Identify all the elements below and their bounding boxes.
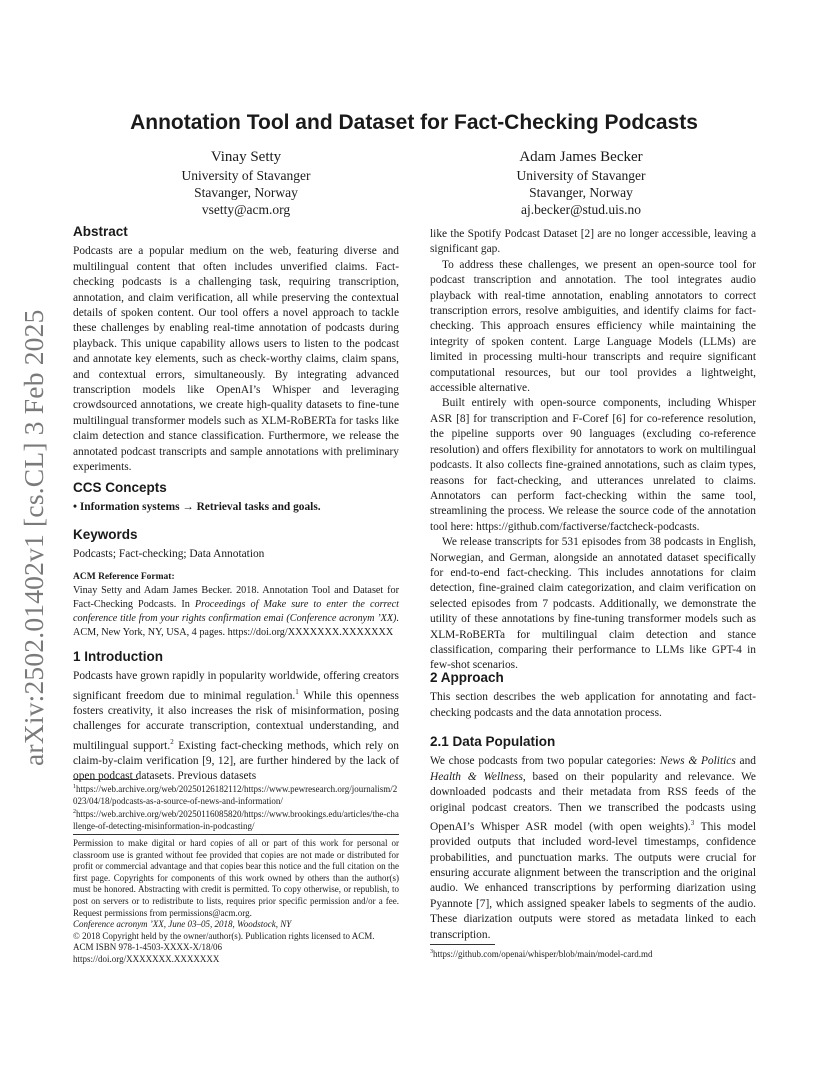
conference-line: Conference acronym ’XX, June 03–05, 2018, Woodstock, NY: [73, 919, 292, 930]
abstract-section: [73, 224, 399, 476]
doi-line[interactable]: https://doi.org/XXXXXXX.XXXXXXX: [73, 953, 220, 964]
acm-reference-label: ACM Reference Format:: [73, 572, 175, 582]
intro-paragraph-4: We release transcripts for 531 episodes from 38 podcasts in English, Norwegian, and German, alongside an annotated dataset specifically for end-to-end fact-checking. This includes annotations for claim detection, fine-grained claim categorization, and claim verification on selected episodes from 7 podcasts. Additionally, we demonstrate the utility of these annotations by fine-tuning transformer models such as XLM-RoBERTa for multilingual claim detection and stance classification, comparing their performance to LLMs like GPT-4 in few-shot scenarios.: [430, 536, 756, 672]
permission-text: Permission to make digital or hard copies of all or part of this work for personal or classroom use is granted without fee provided that copies are not made or distributed for profit or commercial advantage and that copies bear this notice and the full citation on the first page. Copyrights for components of this work owned by others than the author(s) must be honored. Abstracting with credit is permitted. To copy otherwise, or republish, to post on servers or to redistribute to lists, requires prior specific permission and/or a fee. Request permissions from permissions@acm.org.: [73, 838, 399, 918]
author-block-1: [116, 147, 376, 218]
footnote-divider-right: [430, 944, 495, 945]
author-location: Stavanger, Norway: [194, 185, 298, 200]
ccs-text: • Information systems → Retrieval tasks and goals.: [73, 501, 321, 514]
author-name: Adam James Becker: [519, 149, 643, 165]
paper-title: Annotation Tool and Dataset for Fact-Checking Podcasts: [130, 111, 698, 134]
abstract-text: Podcasts are a popular medium on the web, featuring diverse and multilingual content that often includes unverified claims. Fact-checking podcasts is a challenging task, requiring transcription, annotation, and claim verification, all while preserving the contextual details of spoken content. Our tool offers a novel approach to tackle these challenges by enabling real-time annotation of podcasts during playback. This unique capability allows users to listen to the podcast and annotate key elements, such as check-worthy claims, claim spans, and contextual errors, simultaneously. By integrating advanced transcription models like OpenAI’s Whisper and leveraging crowdsourced annotations, we create high-quality datasets to fine-tune multilingual transformer models such as XLM-RoBERTa for tasks like claim detection and stance classification. Furthermore, we release the annotated podcast transcripts and sample annotations with preliminary experiments.: [73, 245, 399, 474]
right-column-body: [430, 227, 756, 674]
arxiv-identifier: arXiv:2502.01402v1 [cs.CL] 3 Feb 2025: [18, 309, 49, 766]
author-affiliation: University of Stavanger: [516, 168, 646, 183]
introduction-section: [73, 649, 399, 785]
ccs-section: [73, 480, 399, 516]
acm-reference-text: Vinay Setty and Adam James Becker. 2018. Annotation Tool and Dataset for Fact-Checking Podcasts. In Proceedings of Make sure to enter the correct conference title from your rights confirmation emai (Conference acronym ’XX). ACM, New York, NY, USA, 4 pages. https://doi.org/XXXXXXX.XXXXXXX: [73, 585, 399, 638]
intro-paragraph-3: Built entirely with open-source components, including Whisper ASR [8] for transcription and F-Coref [6] for co-reference resolution, the pipeline supports over 90 languages (excluding co-reference resolution) and offers flexibility for annotators to work on multilingual podcasts. It also collects fine-grained annotations, such as claim types, reasons for fact-checking, and utterances unrelated to claims. Annotators can perform fact-checking within the same tool, streamlining the process. We release the source code of the annotation tool here: https://github.com/factiverse/factcheck-podcasts.: [430, 397, 756, 533]
footnote-divider: [73, 779, 138, 780]
footnote-1[interactable]: $^1$https://web.archive.org/web/20250126182112/https://www.pewresearch.org/journalism/2023/04/18/podcasts-as-a-source-of-news-and-information/: [73, 784, 398, 806]
isbn-line: ACM ISBN 978-1-4503-XXXX-X/18/06: [73, 942, 222, 953]
ccs-heading: CCS Concepts: [73, 480, 167, 495]
footnote-3[interactable]: $^3$https://github.com/openai/whisper/blob/main/model-card.md: [430, 949, 653, 959]
footnotes-left: [73, 782, 399, 832]
author-email[interactable]: vsetty@acm.org: [201, 202, 291, 217]
keywords-heading: Keywords: [73, 527, 138, 542]
author-block-2: [451, 147, 711, 218]
author-email[interactable]: aj.becker@stud.uis.no: [520, 202, 642, 217]
keywords-text: Podcasts; Fact-checking; Data Annotation: [73, 548, 265, 561]
keywords-section: [73, 527, 399, 563]
data-population-text: We chose podcasts from two popular categories: News & Politics and Health & Wellness, based on their popularity and relevance. We downloaded podcasts and their metadata from RSS feeds of the original podcast creators. Then we transcribed the podcasts using OpenAI’s Whisper ASR model (with open weights).$^3$ This model provided outputs that included word-level timestamps, confidence probabilities, and punctuation marks. The outputs were crucial for ensuring accurate alignment between the transcription and the original audio. We enhanced transcriptions by performing diarization using Pyannote [7], which assigned speaker labels to segments of the audio. These diarization outputs were stored as metadata linked to each transcription.: [430, 755, 756, 941]
data-population-section: [430, 734, 756, 943]
footnote-2[interactable]: $^2$https://web.archive.org/web/20250116085820/https://www.brookings.edu/articles/the-challenge-of-detecting-misinformation-in-podcasting/: [73, 809, 399, 831]
introduction-text: Podcasts have grown rapidly in popularity worldwide, offering creators significant freedom due to minimal regulation.$^1$ While this openness fosters creativity, it also increases the risk of misinformation, posing challenges for accurate transcription, contextual understanding, and multilingual support.$^2$ Existing fact-checking methods, which rely on claim-by-claim verification [9, 12], are further hindered by the lack of open podcast datasets. Previous datasets: [73, 670, 399, 783]
author-affiliation: University of Stavanger: [181, 168, 311, 183]
abstract-heading: Abstract: [73, 224, 128, 239]
approach-section: [430, 670, 756, 721]
acm-reference: [73, 570, 399, 640]
permission-divider: [73, 834, 399, 835]
introduction-heading: 1 Introduction: [73, 649, 163, 664]
approach-text: This section describes the web application for annotating and fact-checking podcasts and the data annotation process.: [430, 691, 756, 719]
copyright-line: © 2018 Copyright held by the owner/author(s). Publication rights licensed to ACM.: [73, 930, 375, 941]
data-population-heading: 2.1 Data Population: [430, 734, 556, 749]
intro-paragraph-2: To address these challenges, we present an open-source tool for podcast transcription and annotation. The tool integrates audio playback with real-time annotation, enabling annotators to correct transcription errors, resolve ambiguities, and identify claims for fact-checking. This approach ensures efficiency while maintaining the integrity of spoken content. Large Language Models (LLMs) are limited in processing multi-hour transcripts and require significant computational resources, but our tool provides a lightweight, accessible alternative.: [430, 258, 756, 395]
permission-block: [73, 838, 399, 966]
author-location: Stavanger, Norway: [529, 185, 633, 200]
intro-continued: like the Spotify Podcast Dataset [2] are no longer accessible, leaving a significant gap.: [430, 228, 756, 256]
approach-heading: 2 Approach: [430, 670, 504, 685]
author-name: Vinay Setty: [210, 149, 282, 165]
